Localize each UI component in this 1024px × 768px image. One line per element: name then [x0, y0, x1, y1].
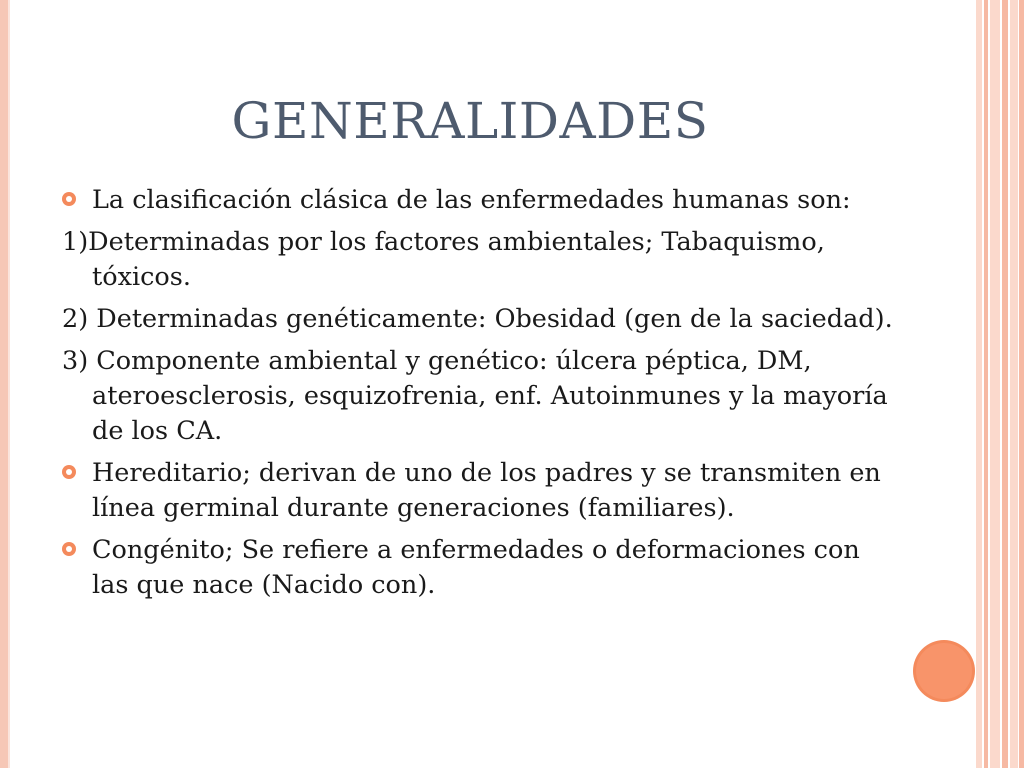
list-item-text: 3) Componente ambiental y genético: úlcera péptica, DM, ateroesclerosis, esquizofrenia, enf. Autoinmunes y la mayoría de los CA.	[62, 346, 888, 446]
slide-content	[62, 183, 902, 610]
slide-title: GENERALIDADES	[231, 92, 709, 150]
bullet-item	[62, 183, 902, 218]
stripe	[1010, 0, 1018, 768]
decorative-circle	[913, 640, 975, 702]
stripe	[990, 0, 1000, 768]
right-stripes-decoration	[976, 0, 1024, 768]
stripe	[984, 0, 988, 768]
list-item	[62, 302, 902, 337]
circle-bullet-icon	[62, 542, 76, 556]
bullet-item	[62, 456, 902, 526]
stripe	[1002, 0, 1008, 768]
circle-bullet-icon	[62, 192, 76, 206]
list-item-text: 1)Determinadas por los factores ambientales; Tabaquismo, tóxicos.	[62, 227, 825, 292]
bullet-item	[62, 533, 902, 603]
list-item-text: 2) Determinadas genéticamente: Obesidad (gen de la saciedad).	[62, 304, 893, 334]
stripe	[1019, 0, 1024, 768]
circle-bullet-icon	[62, 465, 76, 479]
list-item	[62, 344, 902, 449]
list-item	[62, 225, 902, 295]
bullet-text: La clasificación clásica de las enfermedades humanas son:	[92, 185, 851, 215]
bullet-text: Congénito; Se refiere a enfermedades o deformaciones con las que nace (Nacido con).	[92, 535, 860, 600]
stripe	[976, 0, 982, 768]
bullet-text: Hereditario; derivan de uno de los padres y se transmiten en línea germinal durante generaciones (familiares).	[92, 458, 881, 523]
